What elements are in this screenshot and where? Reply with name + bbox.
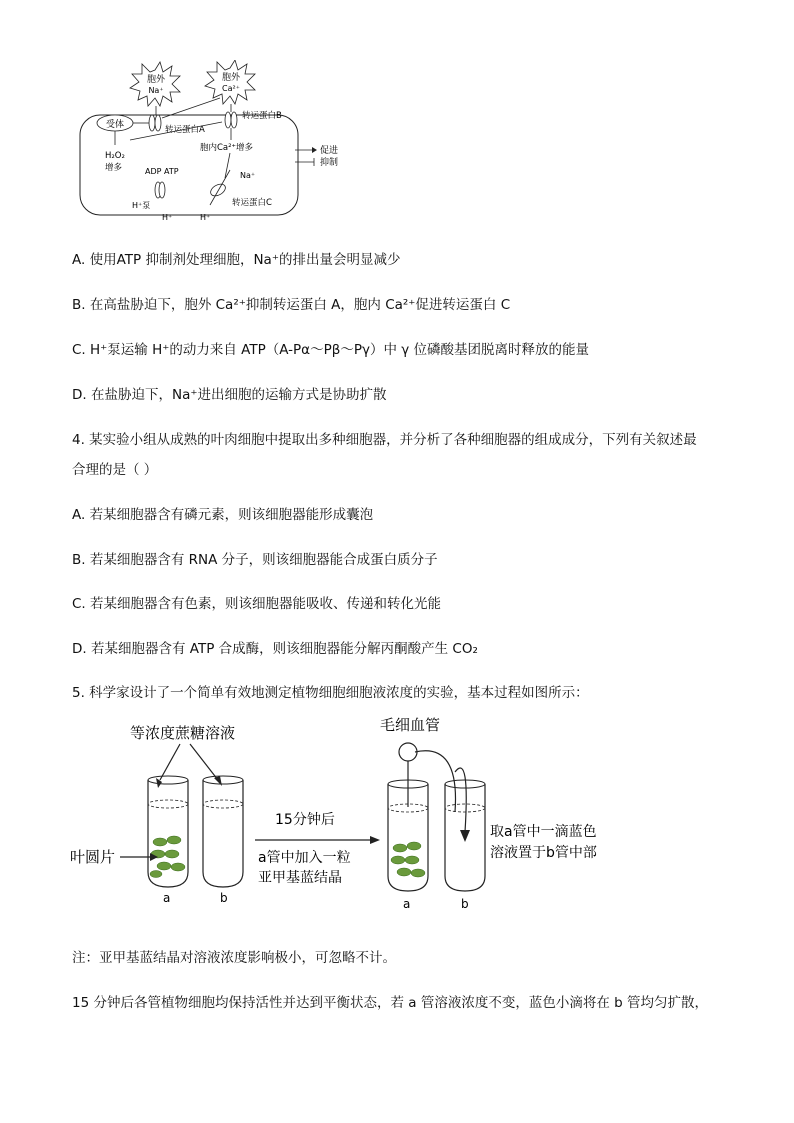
legend-inhibit: 抑制 (320, 158, 339, 168)
transporter-c-label: 转运蛋白C (232, 198, 272, 208)
na-out-label-2: Na⁺ (148, 86, 164, 95)
step-line2: 亚甲基蓝结晶 (258, 870, 342, 886)
q4-option-b: B. 若某细胞器含有 RNA 分子，则该细胞器能合成蛋白质分子 (72, 552, 438, 568)
capillary-label: 毛细血管 (380, 716, 441, 734)
q5-stem: 5. 科学家设计了一个简单有效地测定植物细胞细胞液浓度的实验，基本过程如图所示： (72, 685, 589, 701)
q4-stem-line2: 合理的是（ ） (72, 462, 158, 478)
leaf-label: 叶圆片 (70, 848, 116, 866)
receptor-label: 受体 (105, 120, 125, 130)
q4-stem-line1: 4. 某实验小组从成熟的叶肉细胞中提取出多种细胞器，并分析了各种细胞器的组成成分，下列有关叙述最 (72, 432, 697, 448)
q4-option-c: C. 若某细胞器含有色素，则该细胞器能吸收、传递和转化光能 (72, 596, 442, 612)
tube-b-label-1: b (220, 891, 228, 905)
tube-a-label-2: a (403, 897, 411, 911)
q3-option-c: C. H⁺泵运输 H⁺的动力来自 ATP（A-Pα～Pβ～Pγ）中 γ 位磷酸基团脱离时释放的能量 (72, 342, 590, 358)
tube-a-label-1: a (163, 891, 171, 905)
ca-in-label: 胞内Ca²⁺增多 (200, 143, 254, 153)
h2o2-increase-label: 增多 (105, 163, 123, 173)
legend-promote: 促进 (320, 146, 339, 156)
h-plus-label-2: H⁺ (200, 213, 211, 222)
take-line1: 取a管中一滴蓝色 (490, 824, 597, 840)
time-label: 15分钟后 (275, 812, 335, 828)
adp-atp-label: ADP ATP (145, 167, 179, 176)
transporter-b-label: 转运蛋白B (242, 111, 282, 121)
ca-out-label-1: 胞外 (221, 73, 241, 83)
q4-option-d: D. 若某细胞器含有 ATP 合成酶，则该细胞器能分解丙酮酸产生 CO₂ (72, 641, 478, 657)
leaf-discs-a2 (391, 842, 425, 877)
h-plus-label-1: H⁺ (162, 213, 173, 222)
take-line2: 溶液置于b管中部 (490, 845, 597, 861)
cell-transport-diagram (70, 60, 350, 225)
tube-experiment-diagram (70, 712, 670, 922)
q5-note: 注：亚甲基蓝结晶对溶液浓度影响极小，可忽略不计。 (72, 950, 396, 966)
h2o2-label: H₂O₂ (105, 151, 125, 161)
q4-option-a: A. 若某细胞器含有磷元素，则该细胞器能形成囊泡 (72, 507, 374, 523)
h-pump-label: H⁺泵 (132, 201, 151, 210)
sucrose-label: 等浓度蔗糖溶液 (130, 724, 236, 742)
na-plus-label: Na⁺ (240, 171, 256, 180)
q5-last-line: 15 分钟后各管植物细胞均保持活性并达到平衡状态，若 a 管溶液浓度不变，蓝色小滴将在 b 管均匀扩散， (72, 995, 708, 1011)
transporter-a-label: 转运蛋白A (165, 125, 205, 135)
q3-option-a: A. 使用ATP 抑制剂处理细胞，Na⁺的排出量会明显减少 (72, 252, 401, 268)
tube-b-label-2: b (461, 897, 469, 911)
q3-option-d: D. 在盐胁迫下，Na⁺进出细胞的运输方式是协助扩散 (72, 387, 387, 403)
ca-out-label-2: Ca²⁺ (222, 84, 240, 93)
na-out-label-1: 胞外 (146, 75, 166, 85)
q3-option-b: B. 在高盐胁迫下，胞外 Ca²⁺抑制转运蛋白 A，胞内 Ca²⁺促进转运蛋白 C (72, 297, 511, 313)
step-line1: a管中加入一粒 (258, 850, 351, 866)
